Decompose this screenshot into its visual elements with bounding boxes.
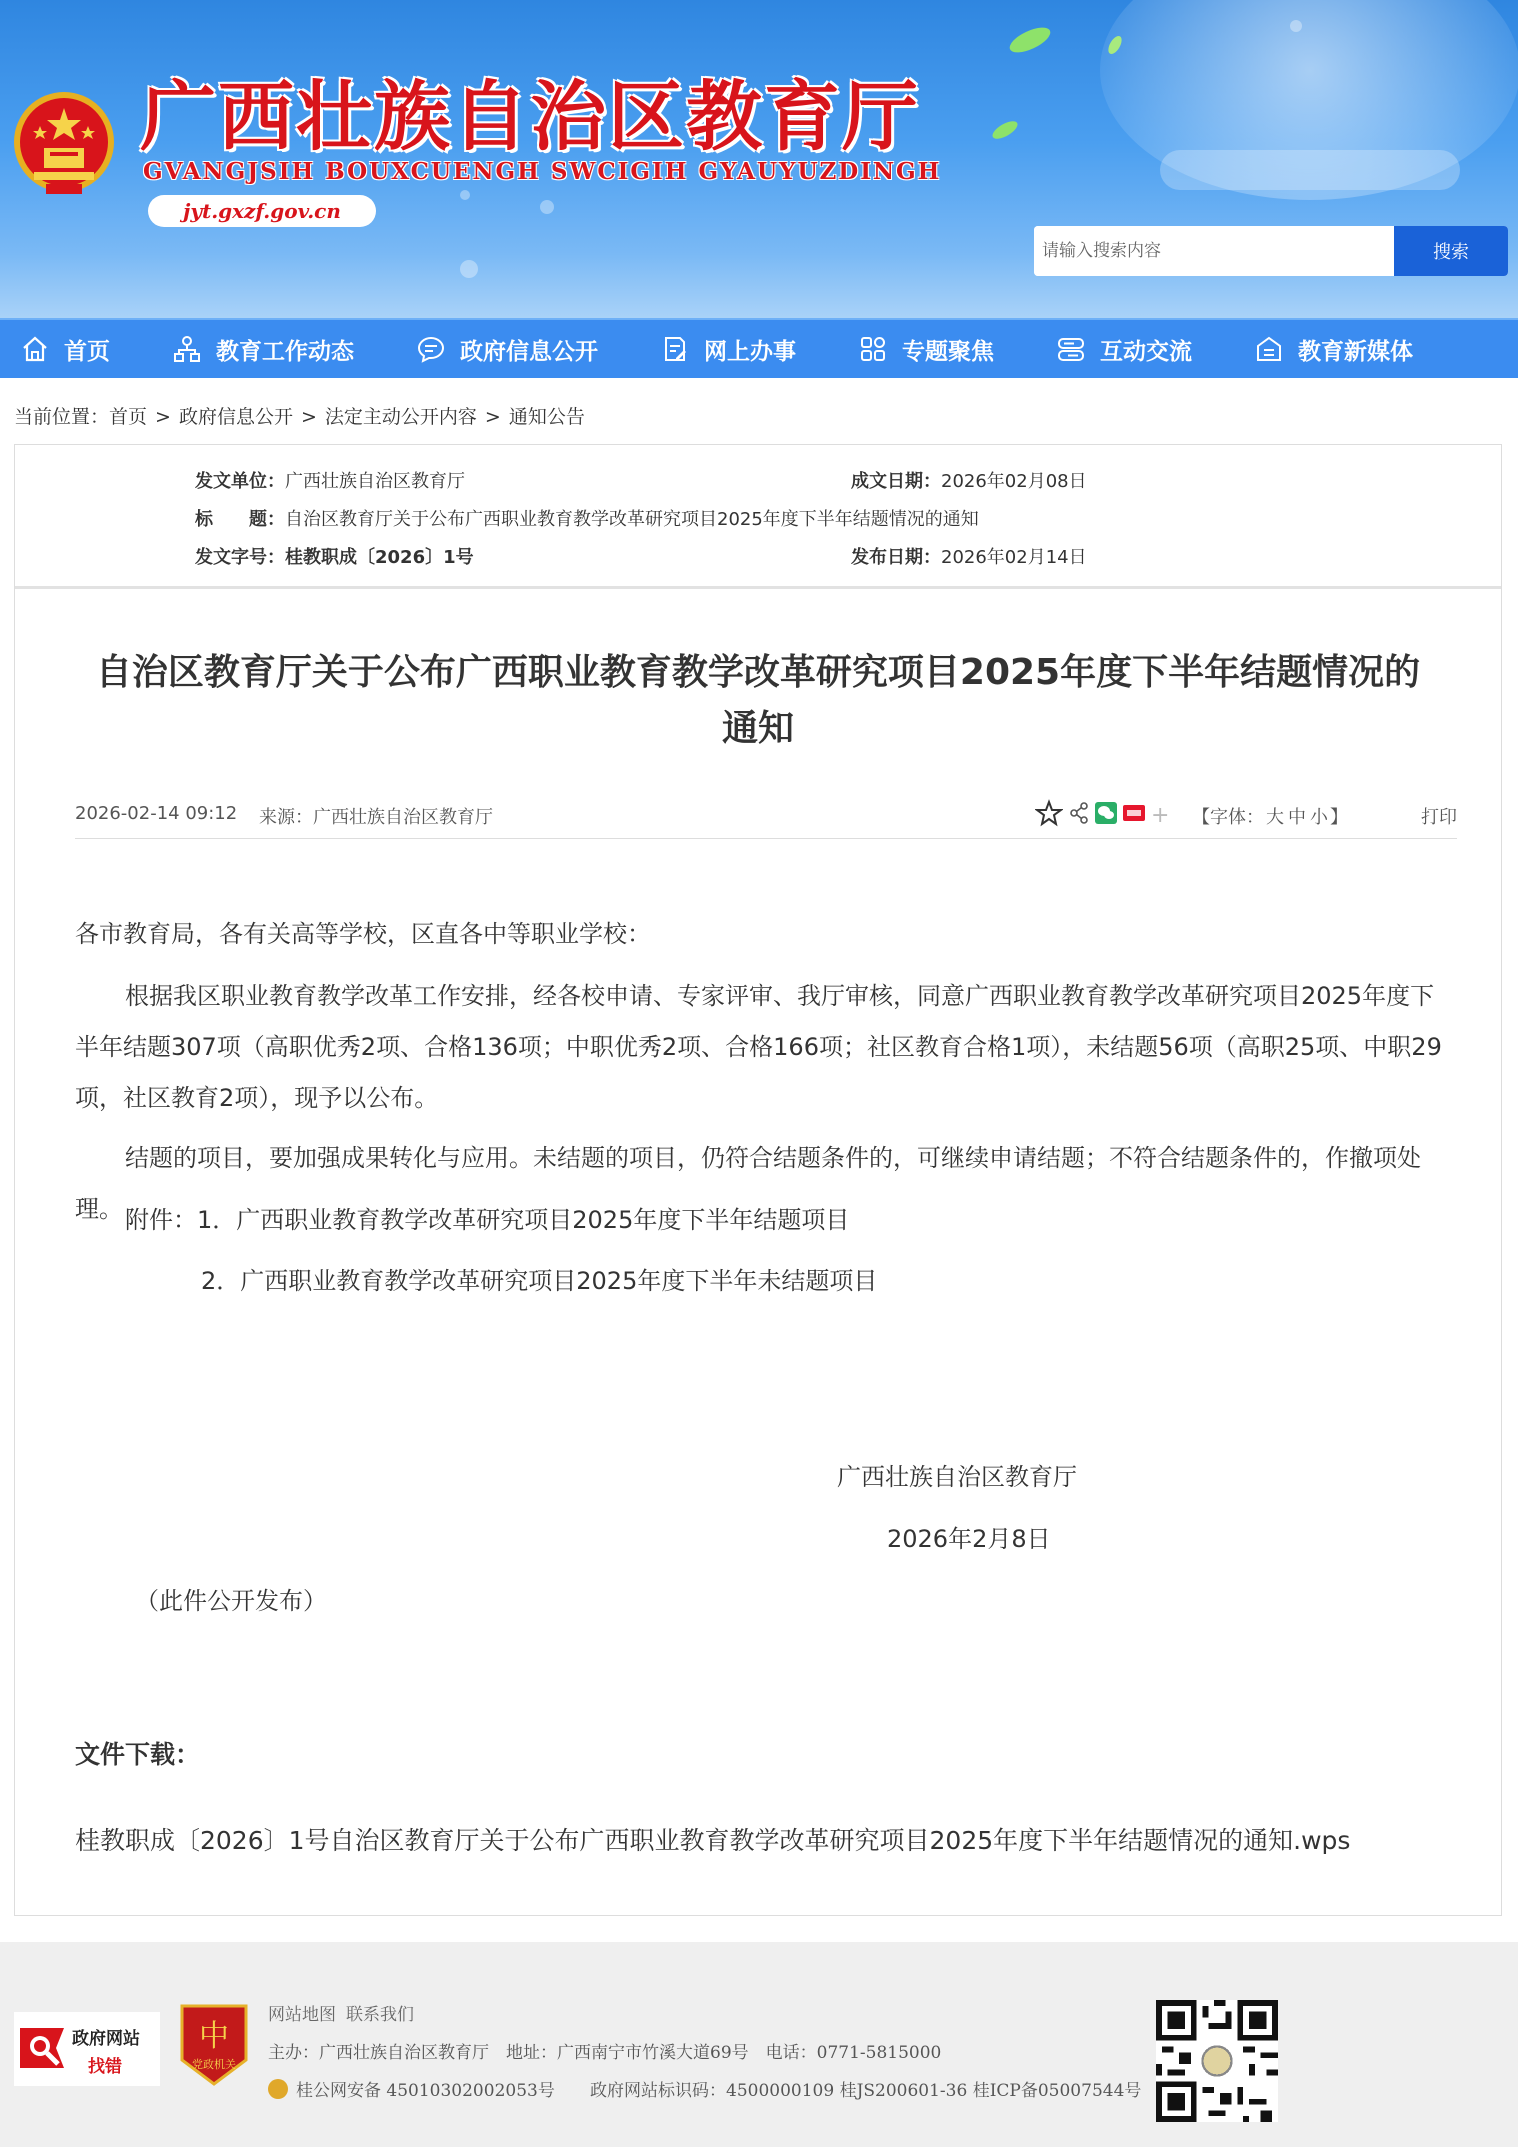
breadcrumb-home[interactable]: 首页 (109, 406, 148, 428)
nav-item-gov-info[interactable] (416, 320, 598, 378)
font-size-medium[interactable]: 中 (1288, 807, 1306, 828)
breadcrumb (14, 402, 585, 429)
nav-item-education-news[interactable] (172, 320, 354, 378)
footer-beian-text[interactable]: 桂公网安备 45010302002053号 (296, 2081, 555, 2101)
grid-icon (858, 334, 888, 364)
breadcrumb-separator: > (155, 406, 171, 428)
article-source: 来源：广西壮族自治区教育厅 (259, 807, 493, 828)
star-icon[interactable] (1035, 799, 1063, 832)
wechat-icon[interactable] (1095, 802, 1117, 829)
article-info-bar (75, 795, 1457, 839)
nav-label: 互动交流 (1100, 338, 1192, 365)
meta-unit-label: 发文单位： (195, 471, 285, 492)
nav-label: 网上办事 (704, 338, 796, 365)
meta-title-label: 标 题： (195, 509, 285, 530)
meta-docno-value: 桂教职成〔2026〕1号 (285, 547, 474, 568)
footer-host-info: 主办：广西壮族自治区教育厅 地址：广西南宁市竹溪大道69号 电话：0771-5815000 (268, 2043, 942, 2063)
meta-published-date (851, 543, 1087, 569)
nav-label: 专题聚焦 (902, 338, 994, 365)
font-size-prefix: 【字体： (1192, 807, 1264, 828)
party-gov-emblem-icon (178, 2002, 250, 2088)
qr-code-icon (1156, 2000, 1278, 2122)
nav-item-topics[interactable] (858, 320, 994, 378)
chat-icon (1056, 334, 1086, 364)
font-size-switcher (1192, 803, 1348, 829)
footer-site-id: 政府网站标识码：4500000109 桂JS200601-36 桂ICP备05007544号 (590, 2081, 1142, 2101)
home-icon (20, 334, 50, 364)
meta-written-label: 成文日期： (851, 471, 941, 492)
site-title: 广西壮族自治区教育厅 (140, 72, 920, 161)
nav-label: 首页 (64, 338, 110, 365)
share-icon[interactable] (1069, 801, 1089, 830)
sign-date: 2026年2月8日 (887, 1525, 1051, 1553)
attachment-item[interactable]: 2．广西职业教育教学改革研究项目2025年度下半年未结题项目 (201, 1267, 878, 1295)
search-button[interactable]: 搜索 (1394, 226, 1508, 276)
plus-icon[interactable]: + (1151, 803, 1170, 828)
public-note: （此件公开发布） (135, 1587, 327, 1615)
article-datetime: 2026-02-14 09:12 (75, 803, 238, 824)
breadcrumb-gov-info[interactable]: 政府信息公开 (178, 406, 293, 428)
weibo-icon[interactable] (1123, 802, 1145, 829)
badge2-text: 党政机关 (192, 2058, 236, 2071)
nav-item-online-service[interactable] (660, 320, 796, 378)
national-emblem-icon (10, 88, 118, 200)
leaf-icon (985, 115, 1025, 145)
share-toolbar (1035, 799, 1175, 832)
nav-label: 教育工作动态 (216, 338, 354, 365)
article-title-line2: 通知 (721, 708, 794, 749)
font-size-suffix: 】 (1330, 807, 1348, 828)
nav-item-new-media[interactable] (1254, 320, 1413, 378)
search-input[interactable] (1034, 226, 1394, 276)
nav-item-interaction[interactable] (1056, 320, 1192, 378)
footer-link-contact[interactable]: 联系我们 (346, 2005, 414, 2025)
meta-written-value: 2026年02月08日 (941, 471, 1087, 492)
party-gov-badge[interactable] (178, 2002, 250, 2088)
leaf-icon (1100, 30, 1130, 60)
meta-unit-value: 广西壮族自治区教育厅 (285, 471, 465, 492)
article-paragraph: 根据我区职业教育教学改革工作安排，经各校申请、专家评审、我厅审核，同意广西职业教育教学改革研究项目2025年度下半年结题307项（高职优秀2项、合格136项；中职优秀2项、合格166项；社区教育合格1项），未结题56项（高职25项、中职29项，社区教育2项），现予以公布。 (75, 982, 1442, 1112)
breadcrumb-separator: > (300, 406, 317, 428)
site-footer (0, 1942, 1518, 2147)
nav-label: 教育新媒体 (1298, 338, 1413, 365)
magnifier-icon (20, 2024, 72, 2074)
meta-title-value: 自治区教育厅关于公布广西职业教育教学改革研究项目2025年度下半年结题情况的通知 (285, 509, 979, 530)
document-meta (15, 445, 1501, 589)
article-salutation: 各市教育局，各有关高等学校，区直各中等职业学校： (75, 920, 651, 948)
badge-text-line1: 政府网站 (72, 2029, 140, 2049)
nav-label: 政府信息公开 (460, 338, 598, 365)
article-title-line1: 自治区教育厅关于公布广西职业教育教学改革研究项目2025年度下半年结题情况的 (95, 652, 1421, 693)
badge-text-line2: 找错 (88, 2057, 122, 2077)
footer-link-sitemap[interactable]: 网站地图 (268, 2005, 336, 2025)
font-size-small[interactable]: 小 (1310, 807, 1328, 828)
site-url[interactable]: jyt.gxzf.gov.cn (148, 195, 376, 227)
footer-beian (268, 2076, 555, 2101)
message-icon (416, 334, 446, 364)
leaf-icon (1000, 20, 1060, 60)
meta-unit (195, 467, 465, 493)
breadcrumb-prefix: 当前位置： (14, 406, 110, 428)
police-badge-icon (268, 2079, 288, 2099)
nav-item-home[interactable] (20, 320, 110, 378)
site-subtitle: GVANGJSIH BOUXCUENGH SWCIGIH GYAUYUZDINGH (143, 158, 942, 185)
breadcrumb-notices[interactable]: 通知公告 (508, 406, 585, 428)
svg-text:中: 中 (199, 2019, 229, 2054)
meta-written-date (851, 467, 1087, 493)
meta-docno (195, 543, 474, 569)
article-container (14, 444, 1502, 1916)
document-edit-icon (660, 334, 690, 364)
attachment-item[interactable]: 附件：1．广西职业教育教学改革研究项目2025年度下半年结题项目 (125, 1206, 850, 1234)
gov-site-error-badge[interactable] (14, 2012, 160, 2086)
search-box (1034, 226, 1508, 276)
meta-docno-label: 发文字号： (195, 547, 285, 568)
print-button[interactable]: 打印 (1421, 807, 1457, 828)
breadcrumb-statutory[interactable]: 法定主动公开内容 (324, 406, 477, 428)
article-paragraph: 结题的项目，要加强成果转化与应用。未结题的项目，仍符合结题条件的，可继续申请结题；不符合结题条件的，作撤项处理。 (75, 1144, 1421, 1223)
footer-links (268, 2000, 424, 2025)
font-size-large[interactable]: 大 (1266, 807, 1284, 828)
article-title (65, 645, 1451, 757)
org-chart-icon (172, 334, 202, 364)
media-icon (1254, 334, 1284, 364)
meta-title (195, 505, 979, 531)
meta-published-label: 发布日期： (851, 547, 941, 568)
main-nav (0, 318, 1518, 378)
site-header (0, 0, 1518, 318)
breadcrumb-separator: > (484, 406, 501, 428)
download-file-link[interactable]: 桂教职成〔2026〕1号自治区教育厅关于公布广西职业教育教学改革研究项目2025年度下半年结题情况的通知.wps (75, 1826, 1351, 1855)
signer: 广西壮族自治区教育厅 (837, 1463, 1077, 1491)
meta-published-value: 2026年02月14日 (941, 547, 1087, 568)
download-title: 文件下载： (75, 1740, 201, 1769)
